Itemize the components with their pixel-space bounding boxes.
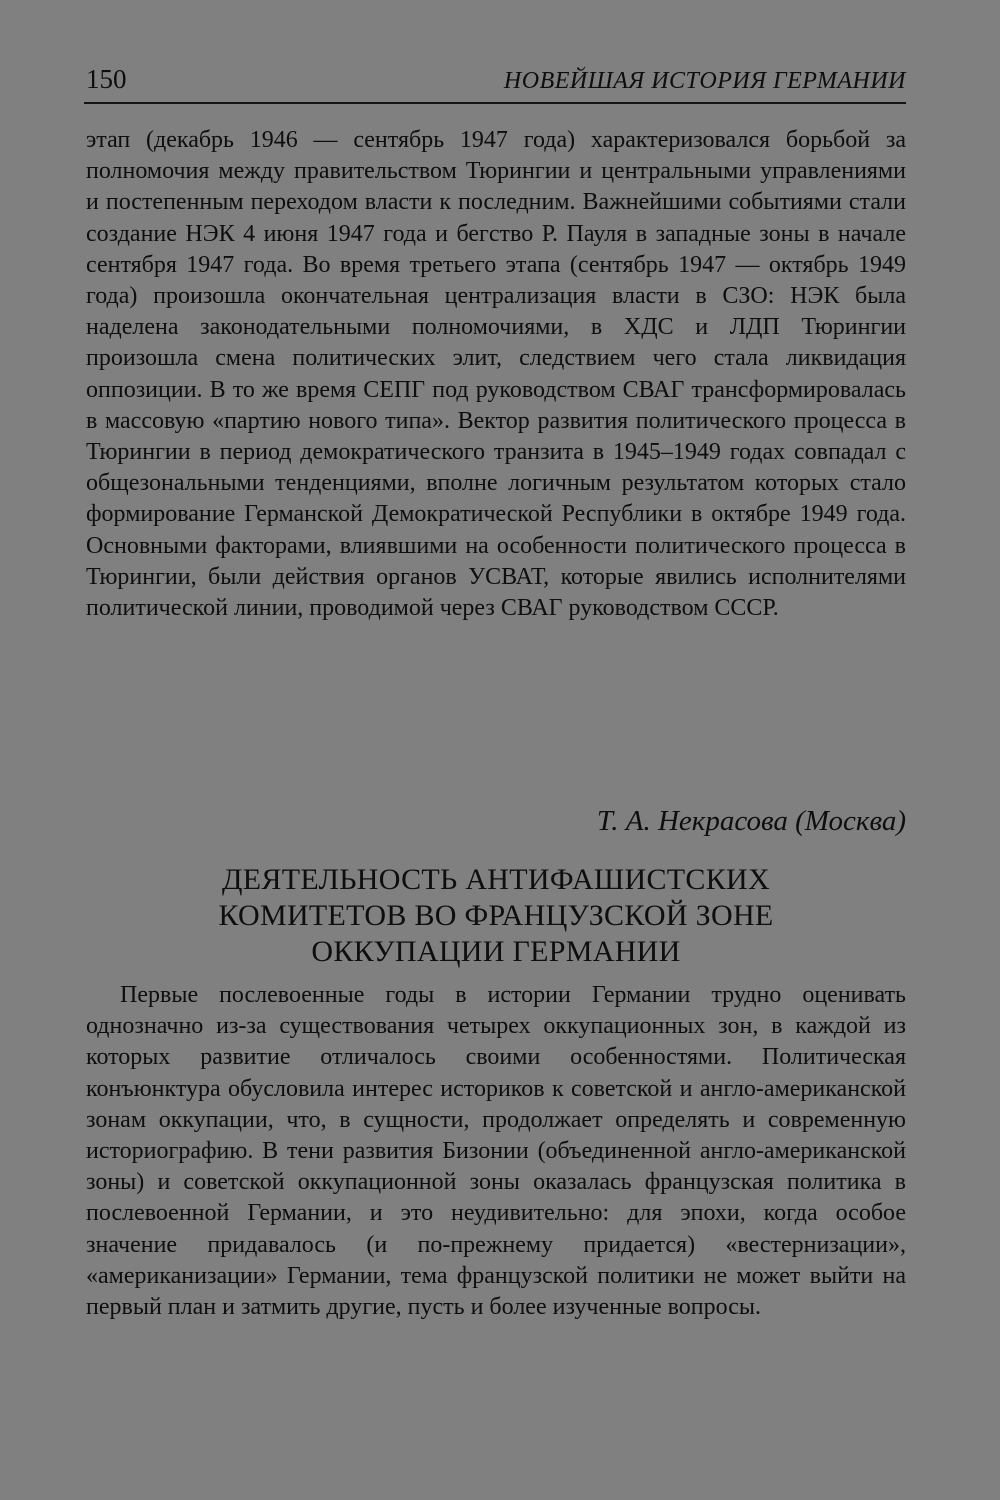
body-paragraph: этап (декабрь 1946 — сентябрь 1947 года) характеризовался борьбой за полномочия между правительством Тюрингии и центральными управлениями и постепенным переходом власти к последним. Важнейшими событиями стали создание НЭК 4 июня 1947 года и бегство Р. Пауля в западные зоны в начале сентября 1947 года. Во время третьего этапа (сентябрь 1947 — октябрь 1949 года) произошла окончательная централизация власти в СЗО: НЭК была наделена законодательными полномочиями, в ХДС и ЛДП Тюрингии произошла смена политических элит, следствием чего стала ликвидация оппозиции. В то же время СЕПГ под руководством СВАГ трансформировалась в массовую «партию нового типа». Вектор развития политического процесса в Тюрингии в период демократического транзита в 1945–1949 годах совпадал с общезональными тенденциями, вполне логичным результатом которых стало формирование Германской Демократической Республики в октябре 1949 года. Основными факторами, влиявшими на особенности политического процесса в Тюрингии, были действия органов УСВАТ, которые явились исполнителями политической линии, проводимой через СВАГ руководством СССР. — [86, 127, 906, 622]
article-title-line: ОККУПАЦИИ ГЕРМАНИИ — [311, 935, 681, 968]
article-author: Т. А. Некрасова (Москва) — [596, 805, 906, 837]
article-title-line: ДЕЯТЕЛЬНОСТЬ АНТИФАШИСТСКИХ — [222, 863, 770, 896]
running-header — [84, 62, 906, 104]
body-paragraph: Первые послевоенные годы в истории Германии трудно оценивать однозначно из-за существования четырех оккупационных зон, в каждой из которых развитие отличалось своими особенностями. Политическая конъюнктура обусловила интерес историков к советской и англо-американской зонам оккупации, что, в сущности, продолжает определять и современную историографию. В тени развития Бизонии (объединенной англо-американской зоны) и советской оккупационной зоны оказалась французская политика в послевоенной Германии, и это неудивительно: для эпохи, когда особое значение придавалось (и по-прежнему придается) «вестернизации», «американизации» Германии, тема французской политики не может выйти на первый план и затмить другие, пусть и более изученные вопросы. — [86, 982, 906, 1321]
article-title — [86, 862, 906, 970]
book-title: НОВЕЙШАЯ ИСТОРИЯ ГЕРМАНИИ — [503, 68, 906, 94]
page-number: 150 — [86, 64, 127, 94]
article-title-line: КОМИТЕТОВ ВО ФРАНЦУЗСКОЙ ЗОНЕ — [218, 899, 774, 932]
